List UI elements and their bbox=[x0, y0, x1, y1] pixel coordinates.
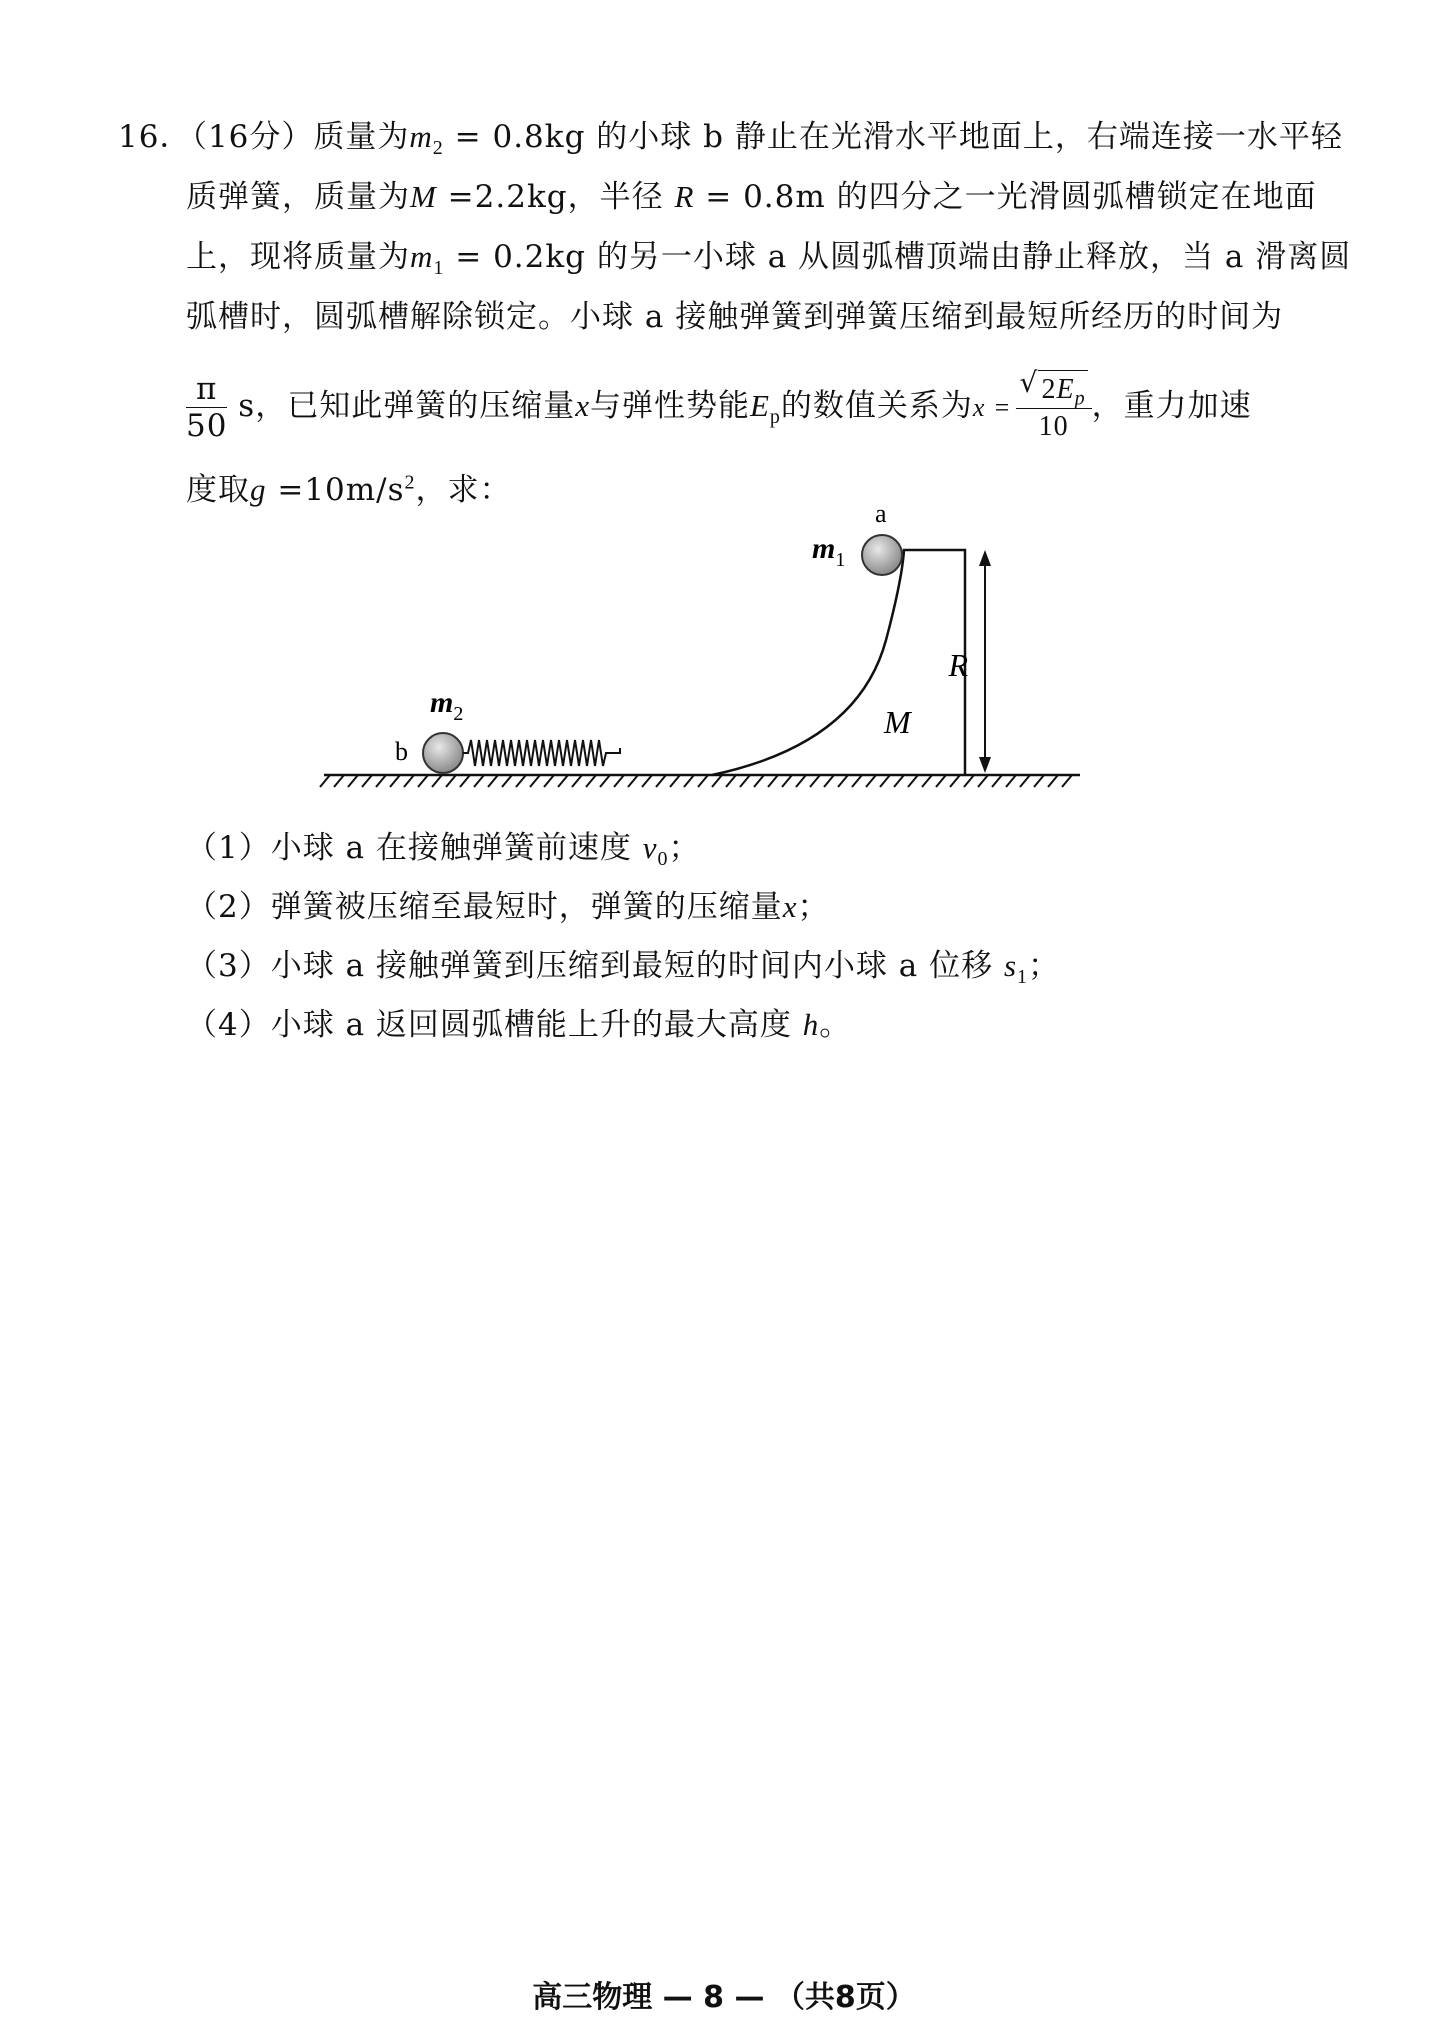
Ep-symbol: E bbox=[749, 388, 770, 423]
Ep-subscript: p bbox=[769, 406, 781, 429]
ground-hatch-line bbox=[698, 775, 708, 787]
m2-subscript: 2 bbox=[432, 137, 444, 160]
ground-hatch-line bbox=[684, 775, 694, 787]
radius-dimension-arrow bbox=[979, 550, 991, 773]
ground-hatch-line bbox=[810, 775, 820, 787]
ground-hatch-line bbox=[656, 775, 666, 787]
problem-text: 上，现将质量为 bbox=[186, 239, 410, 275]
question-punct: 。 bbox=[819, 1007, 852, 1043]
equation-lhs: x = bbox=[972, 393, 1012, 422]
label-a: a bbox=[875, 499, 887, 528]
problem-text: 的数值关系为 bbox=[780, 388, 973, 424]
ground-hatch-line bbox=[446, 775, 456, 787]
sqrt-E: E bbox=[1056, 374, 1075, 405]
problem-line-1 bbox=[118, 117, 1343, 160]
label-m1 bbox=[812, 532, 845, 571]
ground-hatch-line bbox=[516, 775, 526, 787]
ground-hatch-line bbox=[628, 775, 638, 787]
ground-hatch-line bbox=[866, 775, 876, 787]
m1-subscript: 1 bbox=[433, 257, 445, 280]
ground-hatch-line bbox=[670, 775, 680, 787]
ground-hatch-line bbox=[838, 775, 848, 787]
problem-text: =2.2kg，半径 bbox=[436, 179, 675, 215]
ground-hatch-line bbox=[376, 775, 386, 787]
s1-symbol: s bbox=[1003, 948, 1018, 983]
question-text: （4）小球 a 返回圆弧槽能上升的最大高度 bbox=[186, 1007, 803, 1043]
ground-hatch-line bbox=[348, 775, 358, 787]
problem-text: s，已知此弹簧的压缩量 bbox=[227, 388, 576, 424]
ground-hatch-line bbox=[586, 775, 596, 787]
ball-a bbox=[862, 535, 902, 575]
problem-line-6 bbox=[186, 470, 512, 510]
question-punct: ； bbox=[1028, 948, 1061, 984]
R-symbol: R bbox=[674, 179, 695, 214]
question-2 bbox=[186, 887, 830, 927]
sqrt-subscript: p bbox=[1074, 387, 1086, 410]
question-1 bbox=[186, 828, 701, 871]
ground-hatch-line bbox=[474, 775, 484, 787]
question-text: （3）小球 a 接触弹簧到压缩到最短的时间内小球 a 位移 bbox=[186, 948, 1004, 984]
problem-line-5 bbox=[186, 366, 1252, 448]
ball-b bbox=[423, 733, 463, 773]
ground-hatch-line bbox=[502, 775, 512, 787]
x-symbol: x bbox=[782, 889, 798, 924]
ground-hatch-line bbox=[572, 775, 582, 787]
ground-hatch-line bbox=[544, 775, 554, 787]
ground-hatch-line bbox=[530, 775, 540, 787]
problem-line-3 bbox=[186, 237, 1352, 280]
problem-text: 弧槽时，圆弧槽解除锁定。小球 a 接触弹簧到弹簧压缩到最短所经历的时间为 bbox=[186, 299, 1284, 335]
problem-text: ，求： bbox=[415, 472, 512, 508]
m1-symbol: m bbox=[410, 239, 434, 274]
ground-hatch-line bbox=[558, 775, 568, 787]
M-symbol: M bbox=[410, 179, 437, 214]
ground-hatch-line bbox=[614, 775, 624, 787]
ground-hatch-line bbox=[642, 775, 652, 787]
problem-text: = 0.8kg 的小球 b 静止在光滑水平地面上，右端连接一水平轻 bbox=[443, 119, 1343, 155]
ground-hatch-line bbox=[362, 775, 372, 787]
ground-hatch-line bbox=[404, 775, 414, 787]
ground-hatch-line bbox=[796, 775, 806, 787]
label-m2-subscript: 2 bbox=[453, 703, 464, 725]
h-symbol: h bbox=[802, 1007, 820, 1042]
ground bbox=[320, 775, 1080, 787]
ground-hatch-line bbox=[600, 775, 610, 787]
ground-hatch-line bbox=[1062, 775, 1072, 787]
ground-hatch-line bbox=[712, 775, 722, 787]
ground-hatch-line bbox=[1048, 775, 1058, 787]
ground-hatch-line bbox=[320, 775, 330, 787]
time-fraction bbox=[186, 371, 227, 444]
spring bbox=[463, 740, 620, 766]
ground-hatch-line bbox=[922, 775, 932, 787]
v0-symbol: v bbox=[642, 830, 658, 865]
equation-fraction bbox=[1016, 370, 1092, 445]
label-m1-letter: m bbox=[812, 532, 836, 565]
ground-hatch-line bbox=[460, 775, 470, 787]
problem-text: ，重力加速 bbox=[1091, 388, 1252, 424]
arc-slot-block bbox=[712, 550, 965, 775]
problem-text: = 0.8m 的四分之一光滑圆弧槽锁定在地面 bbox=[694, 179, 1317, 215]
equation-numerator bbox=[1016, 370, 1092, 409]
question-punct: ； bbox=[668, 830, 701, 866]
label-b: b bbox=[395, 737, 408, 766]
ground-hatch-line bbox=[964, 775, 974, 787]
label-m1-subscript: 1 bbox=[835, 549, 846, 571]
superscript: 2 bbox=[404, 471, 416, 494]
ground-hatch-line bbox=[1034, 775, 1044, 787]
ground-hatch-line bbox=[950, 775, 960, 787]
question-punct: ； bbox=[797, 889, 830, 925]
question-4 bbox=[186, 1005, 851, 1045]
problem-line-2 bbox=[186, 177, 1317, 217]
label-R: R bbox=[948, 647, 968, 683]
ground-hatch-line bbox=[978, 775, 988, 787]
problem-text: = 0.2kg 的另一小球 a 从圆弧槽顶端由静止释放，当 a 滑离圆 bbox=[444, 239, 1352, 275]
g-symbol: g bbox=[250, 472, 267, 507]
ground-hatch-line bbox=[880, 775, 890, 787]
ground-hatch-line bbox=[726, 775, 736, 787]
ground-hatch-line bbox=[908, 775, 918, 787]
page-footer: 高三物理 — 8 — （共8页） bbox=[532, 1980, 916, 2015]
problem-line-4 bbox=[186, 297, 1283, 337]
label-m2-letter: m bbox=[430, 686, 454, 719]
ground-hatch-line bbox=[768, 775, 778, 787]
ground-hatch-line bbox=[1006, 775, 1016, 787]
ground-hatch-line bbox=[894, 775, 904, 787]
ground-hatch-line bbox=[1020, 775, 1030, 787]
question-text: （1）小球 a 在接触弹簧前速度 bbox=[186, 830, 643, 866]
ground-hatch-line bbox=[432, 775, 442, 787]
sqrt-coefficient: 2 bbox=[1041, 374, 1057, 405]
ground-hatch-line bbox=[992, 775, 1002, 787]
problem-text: =10m/s bbox=[266, 472, 405, 508]
problem-points: （16分） bbox=[191, 119, 314, 155]
question-text: （2）弹簧被压缩至最短时，弹簧的压缩量 bbox=[186, 889, 783, 925]
ground-hatch-line bbox=[488, 775, 498, 787]
ground-hatch-line bbox=[782, 775, 792, 787]
problem-text: 度取 bbox=[186, 472, 250, 508]
ground-hatch-line bbox=[740, 775, 750, 787]
ground-hatch-line bbox=[754, 775, 764, 787]
ground-hatch-line bbox=[852, 775, 862, 787]
x-symbol: x bbox=[575, 388, 590, 423]
ground-hatch-line bbox=[390, 775, 400, 787]
problem-number: 16． bbox=[118, 119, 192, 155]
problem-text: 质弹簧，质量为 bbox=[186, 179, 410, 215]
problem-text: 质量为 bbox=[313, 119, 410, 155]
time-numerator: π bbox=[186, 371, 227, 408]
ground-hatch-line bbox=[936, 775, 946, 787]
ground-hatch-line bbox=[334, 775, 344, 787]
question-3 bbox=[186, 946, 1061, 989]
label-m2 bbox=[430, 686, 463, 725]
m2-symbol: m bbox=[409, 119, 433, 154]
sqrt-sign bbox=[1038, 370, 1088, 408]
equation-denominator: 10 bbox=[1038, 411, 1069, 442]
problem-text: 与弹性势能 bbox=[589, 388, 750, 424]
ground-hatch-line bbox=[824, 775, 834, 787]
label-M: M bbox=[884, 704, 911, 740]
ground-hatch-line bbox=[418, 775, 428, 787]
v0-subscript: 0 bbox=[657, 848, 669, 871]
s1-subscript: 1 bbox=[1017, 966, 1029, 989]
time-denominator: 50 bbox=[186, 408, 228, 444]
